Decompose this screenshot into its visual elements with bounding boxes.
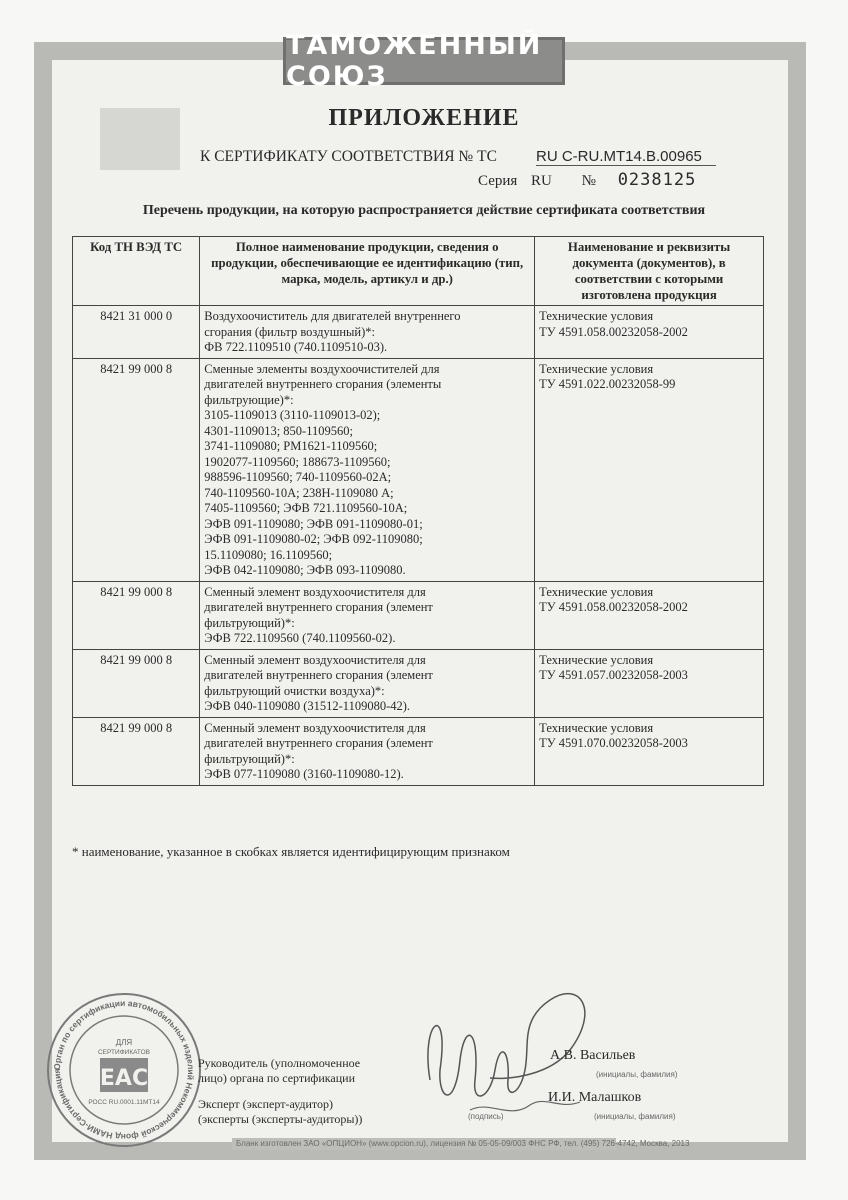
head-name: А.В. Васильев xyxy=(550,1048,636,1063)
product-line: 7405-1109560; ЭФВ 721.1109560-10А; xyxy=(204,501,408,515)
table-body xyxy=(73,306,764,786)
product-line: ЭФВ 091-1109080-02; ЭФВ 092-1109080; xyxy=(204,532,423,546)
series-label: Серия xyxy=(478,173,518,189)
series-line xyxy=(478,170,696,190)
cell-product xyxy=(200,358,535,581)
svg-text:EAC: EAC xyxy=(99,1066,149,1091)
form-printer-strip xyxy=(232,1138,690,1150)
product-line: ФВ 722.1109510 (740.1109510-03). xyxy=(204,340,388,354)
header-product: Полное наименование продукции, сведения о продукции, обеспечивающие ее идентификацию (тип, марка, модель, артикул и др.) xyxy=(200,237,535,306)
product-line: 4301-1109013; 850-1109560; xyxy=(204,423,353,438)
product-line: Сменный элемент воздухоочистителя для xyxy=(204,584,426,599)
product-line: ЭФВ 077-1109080 (3160-1109080-12). xyxy=(204,767,404,781)
table-row xyxy=(73,717,764,785)
product-line: 988596-1109560; 740-1109560-02А; xyxy=(204,470,392,484)
expert-label-2: (эксперты (эксперты-аудиторы)) xyxy=(198,1112,363,1126)
cell-document xyxy=(535,717,764,785)
head-label-1: Руководитель (уполномоченное xyxy=(198,1056,361,1070)
cell-product xyxy=(200,581,535,649)
document-line: Технические условия xyxy=(539,720,654,735)
expert-name: И.И. Малашков xyxy=(548,1090,642,1105)
product-line: 15.1109080; 16.1109560; xyxy=(204,547,333,562)
signature-caption: (подпись) xyxy=(468,1112,504,1121)
document-line: Технические условия xyxy=(539,309,654,323)
product-line: двигателей внутреннего сгорания (элемент xyxy=(204,668,433,682)
svg-text:РОСС RU.0001.11МТ14: РОСС RU.0001.11МТ14 xyxy=(88,1099,160,1106)
certificate-number: RU C-RU.MT14.B.00965 xyxy=(536,148,716,166)
customs-union-banner xyxy=(283,30,565,92)
head-label-2: лицо) органа по сертификации xyxy=(198,1071,355,1085)
banner-text: ТАМОЖЕННЫЙ СОЮЗ xyxy=(286,30,543,92)
cell-code: 8421 31 000 0 xyxy=(73,306,200,359)
serial-number: 0238125 xyxy=(617,170,697,190)
product-line: двигателей внутреннего сгорания (элементы xyxy=(204,377,442,391)
table-header-row xyxy=(73,237,764,306)
series-value: RU xyxy=(531,173,552,189)
product-line: фильтрующий)*: xyxy=(204,615,295,630)
cell-document xyxy=(535,581,764,649)
serial-no-label: № xyxy=(581,173,596,189)
product-line: ЭФВ 040-1109080 (31512-1109080-42). xyxy=(204,699,411,713)
document-line: ТУ 4591.058.00232058-2002 xyxy=(539,600,688,614)
header-document: Наименование и реквизиты документа (документов), в соответствии с которыми изготовлена продукция xyxy=(535,237,764,306)
cell-document xyxy=(535,306,764,359)
products-list-title: Перечень продукции, на которую распространяется действие сертификата соответствия xyxy=(142,203,706,218)
cell-document xyxy=(535,649,764,717)
table-row xyxy=(73,581,764,649)
header-code: Код ТН ВЭД ТС xyxy=(73,237,200,306)
product-line: Сменный элемент воздухоочистителя для xyxy=(204,652,426,667)
product-line: сгорания (фильтр воздушный)*: xyxy=(204,324,375,339)
cell-code: 8421 99 000 8 xyxy=(73,717,200,785)
product-line: фильтрующий очистки воздуха)*: xyxy=(204,683,385,698)
document-line: ТУ 4591.022.00232058-99 xyxy=(539,377,676,391)
product-line: Воздухоочиститель для двигателей внутреннего xyxy=(204,309,461,323)
cell-code: 8421 99 000 8 xyxy=(73,581,200,649)
product-line: ЭФВ 722.1109560 (740.1109560-02). xyxy=(204,631,396,645)
product-line: ЭФВ 091-1109080; ЭФВ 091-1109080-01; xyxy=(204,516,423,531)
certificate-label: К СЕРТИФИКАТУ СООТВЕТСТВИЯ № ТС xyxy=(200,148,497,165)
document-line: ТУ 4591.057.00232058-2003 xyxy=(539,668,688,682)
cell-code: 8421 99 000 8 xyxy=(73,649,200,717)
cell-code: 8421 99 000 8 xyxy=(73,358,200,581)
document-line: ТУ 4591.070.00232058-2003 xyxy=(539,736,688,750)
product-line: 1902077-1109560; 188673-1109560; xyxy=(204,454,391,469)
svg-text:ДЛЯ: ДЛЯ xyxy=(115,1038,133,1047)
product-line: 3741-1109080; РМ1621-1109560; xyxy=(204,439,378,453)
products-table xyxy=(72,236,764,786)
cell-product xyxy=(200,649,535,717)
product-line: 3105-1109013 (3110-1109013-02); xyxy=(204,408,381,422)
footnote: * наименование, указанное в скобках является идентифицирующим признаком xyxy=(72,844,510,859)
head-caption: (инициалы, фамилия) xyxy=(596,1070,678,1079)
certification-seal xyxy=(44,990,204,1150)
table-row xyxy=(73,358,764,581)
product-line: 740-1109560-10А; 238Н-1109080 А; xyxy=(204,485,394,500)
svg-text:СЕРТИФИКАТОВ: СЕРТИФИКАТОВ xyxy=(97,1049,151,1056)
table-row xyxy=(73,649,764,717)
product-line: ЭФВ 042-1109080; ЭФВ 093-1109080. xyxy=(204,563,406,577)
cell-product xyxy=(200,306,535,359)
document-line: Технические условия xyxy=(539,361,654,376)
product-line: Сменный элемент воздухоочистителя для xyxy=(204,720,426,735)
document-line: Технические условия xyxy=(539,584,654,599)
expert-caption: (инициалы, фамилия) xyxy=(594,1112,676,1121)
form-printer-text: Бланк изготовлен ЗАО «ОПЦИОН» (www.opcion.ru), лицензия № 05-05-09/003 ФНС РФ, тел. (495) 726-4742, Москва, 2013 xyxy=(236,1139,690,1148)
product-line: фильтрующий)*: xyxy=(204,751,295,766)
cell-document xyxy=(535,358,764,581)
product-line: Сменные элементы воздухоочистителей для xyxy=(204,361,440,376)
page-title: ПРИЛОЖЕНИЕ xyxy=(328,105,520,131)
document-line: Технические условия xyxy=(539,652,654,667)
product-line: двигателей внутреннего сгорания (элемент xyxy=(204,600,433,614)
product-line: фильтрующие)*: xyxy=(204,392,294,407)
expert-label-1: Эксперт (эксперт-аудитор) xyxy=(198,1097,334,1111)
product-line: двигателей внутреннего сгорания (элемент xyxy=(204,736,433,750)
cell-product xyxy=(200,717,535,785)
svg-text:Орган по сертификации автомоби: Орган по сертификации автомобильных изделий Некоммерческой фонд НАМИ-Сертификация xyxy=(51,997,197,1143)
document-line: ТУ 4591.058.00232058-2002 xyxy=(539,324,688,339)
table-row xyxy=(73,306,764,359)
